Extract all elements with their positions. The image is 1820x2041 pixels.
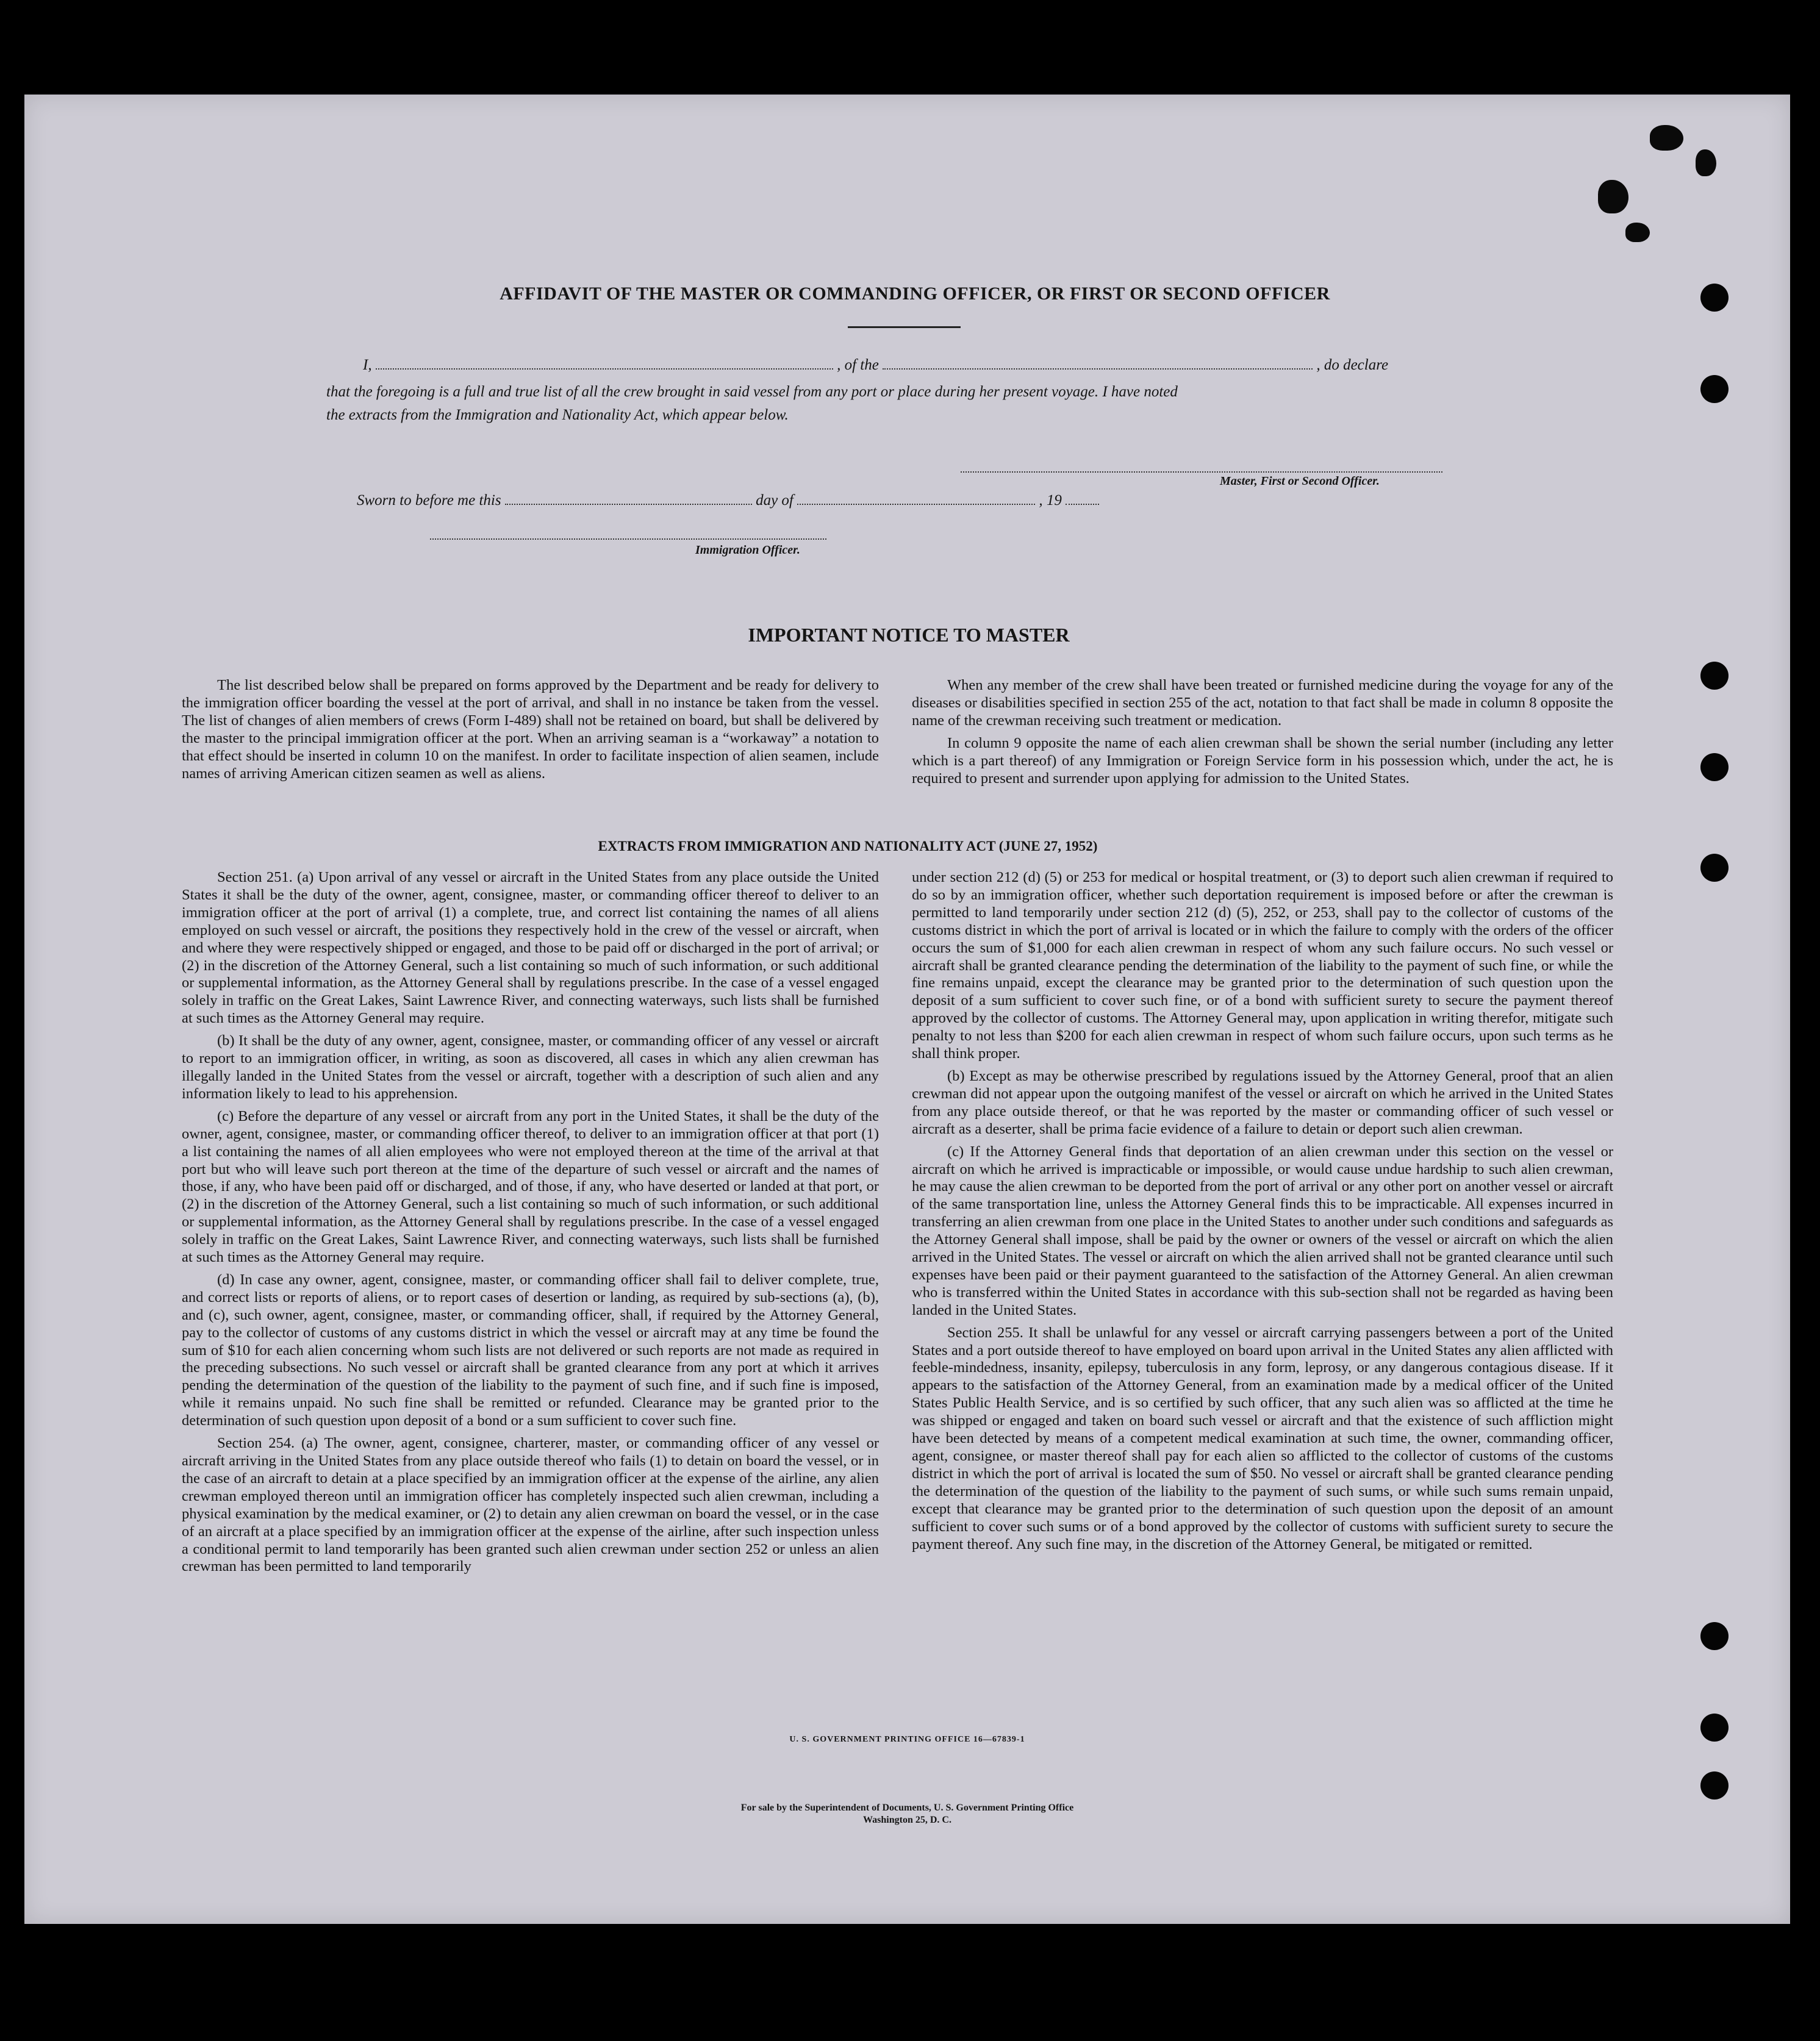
sworn-month-blank[interactable] [797, 493, 1035, 505]
section-paragraph: (d) In case any owner, agent, consignee, master, or commanding officer shall fail to deliver complete, true, and correct lists or reports of aliens, or to report cases of desertion or landing, as required by sub-sections (a), (b), and (c), such owner, agent, consignee, master, or commanding officer, shall, if required by the Attorney General, pay to the collector of customs of any customs district in which the vessel or aircraft may at any time be found the sum of $10 for each alien concerning whom such lists are not delivered or such reports are not made as required in the preceding subsections. No such vessel or aircraft shall be granted clearance from any port at which it arrives pending the determination of the question of the liability to the payment of such fine, and if such fine is imposed, while it remains unpaid. No such fine shall be remitted or refunded. Clearance may be granted prior to the determination of such question upon deposit of a bond or a sum sufficient to cover such fine. [182, 1271, 879, 1429]
binder-hole [1700, 753, 1729, 781]
declare-i: I, [363, 357, 372, 373]
binder-hole [1700, 854, 1729, 882]
binder-hole [1700, 1771, 1729, 1800]
binder-hole [1700, 1714, 1729, 1742]
notice-paragraph: In column 9 opposite the name of each alien crewman shall be shown the serial number (including any letter which is a part thereof) of any Immigration or Foreign Service form in his possession which, under the act, he is required to present and surrender upon applying for admission to the United States. [912, 734, 1613, 787]
notice-left-column [182, 677, 879, 787]
declare-of-the: , of the [837, 357, 879, 373]
vessel-blank[interactable] [883, 357, 1313, 370]
sworn-prefix: Sworn to before me this [357, 492, 501, 509]
sale-line-2: Washington 25, D. C. [863, 1815, 951, 1825]
printing-office-line: U. S. GOVERNMENT PRINTING OFFICE 16—67839-1 [789, 1735, 1025, 1744]
binder-hole [1700, 375, 1729, 403]
binder-hole [1700, 1622, 1729, 1650]
notice-paragraph: When any member of the crew shall have been treated or furnished medicine during the voyage for any of the diseases or disabilities specified in section 255 of the act, notation to that fact shall be made in column 8 opposite the name of the crewman receiving such treatment or medication. [912, 677, 1613, 729]
sworn-year-blank[interactable] [1066, 493, 1099, 505]
notice-paragraph: The list described below shall be prepared on forms approved by the Department and be ready for delivery to the immigration officer boarding the vessel at the port of arrival, and shall in no instance be taken from the vessel. The list of changes of alien members of crews (Form I-489) shall not be retained on board, but shall be delivered by the master to the principal immigration officer at the port. When an arriving seaman is a “workaway” a notation to that effect should be inserted in column 10 on the manifest. In order to facilitate inspection of alien seamen, include names of arriving American citizen seamen as well as aliens. [182, 677, 879, 782]
section-paragraph: under section 212 (d) (5) or 253 for medical or hospital treatment, or (3) to deport such alien crewman if required to do so by an immigration officer, whether such deportation requirement is imposed before or after the crewman is permitted to land temporarily under section 212 (d) (5), 252, or 253, shall pay to the collector of customs of the customs district in which the port of arrival is located or in which the failure to comply with the orders of the officer occurs the sum of $1,000 for each alien crewman in respect of whom any such failure occurs. No such vessel or aircraft shall be granted clearance pending the determination of the liability to the payment of such fine, or while the fine remains unpaid, except the clearance may be granted prior to the determination of such question upon the deposit of a sum sufficient to cover such fine, or of a bond with sufficient surety to secure the payment thereof approved by the collector of customs. The Attorney General may, upon application in writing therefor, mitigate such penalty to not less than $200 for each alien crewman in respect of whom such failure occurs, upon such terms as he shall think proper. [912, 869, 1613, 1062]
title-rule [848, 326, 961, 328]
ink-blot [1650, 125, 1683, 151]
affidavit-title: AFFIDAVIT OF THE MASTER OR COMMANDING OFFICER, OR FIRST OR SECOND OFFICER [500, 284, 1330, 304]
section-paragraph: Section 251. (a) Upon arrival of any vessel or aircraft in the United States from any place outside the United States it shall be the duty of the owner, agent, consignee, master, or commanding officer thereof to deliver to an immigration officer at the port of arrival (1) a complete, true, and correct list containing the names of all aliens employed on such vessel or aircraft, the positions they respectively hold in the crew of the vessel or aircraft, when and where they were respectively shipped or engaged, and those to be paid off or discharged in the port of arrival; or (2) in the discretion of the Attorney General, such a list containing so much of such information, or such additional or supplemental information, as the Attorney General shall by regulations prescribe. In the case of a vessel engaged solely in traffic on the Great Lakes, Saint Lawrence River, and connecting waterways, such lists shall be furnished at such times as the Attorney General may require. [182, 869, 879, 1027]
sworn-day-of: day of [756, 492, 794, 509]
ink-blot [1598, 180, 1628, 213]
sworn-day-blank[interactable] [505, 493, 752, 505]
officer-signature-label: Immigration Officer. [695, 543, 800, 557]
sworn-year: , 19 [1039, 492, 1062, 509]
name-blank[interactable] [376, 357, 833, 370]
declaration-line-1 [363, 357, 1388, 374]
notice-right-column [912, 677, 1613, 792]
master-signature-label: Master, First or Second Officer. [1220, 474, 1380, 488]
binder-hole [1700, 662, 1729, 690]
master-signature-line[interactable] [961, 460, 1442, 473]
section-paragraph: (b) Except as may be otherwise prescribed by regulations issued by the Attorney General, proof that an alien crewman did not appear upon the outgoing manifest of the vessel or aircraft on which he arrived in the United States from any place outside thereof, or that he was reported by the master or commanding officer of such vessel or aircraft as a deserter, shall be prima facie evidence of a failure to detain or deport such alien crewman. [912, 1067, 1613, 1137]
ink-blot [1696, 149, 1716, 176]
declare-end: , do declare [1316, 357, 1389, 373]
sworn-line [357, 492, 1099, 509]
form-page [24, 95, 1790, 1924]
officer-signature-line[interactable] [430, 527, 826, 540]
extracts-right-column [912, 869, 1613, 1558]
ink-blot [1625, 223, 1650, 242]
extracts-title: EXTRACTS FROM IMMIGRATION AND NATIONALITY ACT (JUNE 27, 1952) [598, 838, 1098, 854]
declaration-line-2: that the foregoing is a full and true list of all the crew brought in said vessel from any port or place during her present voyage. I have noted [326, 384, 1178, 400]
section-paragraph: (c) If the Attorney General finds that deportation of an alien crewman under this section on the vessel or aircraft on which he arrived is impracticable or impossible, or would cause undue hardship to such alien crewman, he may cause the alien crewman to be deported from the port of arrival or any other port on another vessel or aircraft of the same transportation line, unless the Attorney General finds this to be impracticable. All expenses incurred in transferring an alien crewman from one place in the United States to another under such conditions and safeguards as the Attorney General shall impose, shall be paid by the owner or owners of the vessel or aircraft on which the alien arrived in the United States. The vessel or aircraft on which the alien arrived shall not be granted clearance until such expenses have been paid or their payment guaranteed to the satisfaction of the Attorney General. An alien crewman who is transferred within the United States in accordance with this sub-section shall not be regarded as having been landed in the United States. [912, 1143, 1613, 1318]
sale-line-1: For sale by the Superintendent of Documents, U. S. Government Printing Office [740, 1803, 1074, 1813]
section-paragraph: Section 254. (a) The owner, agent, consignee, charterer, master, or commanding officer of any vessel or aircraft arriving in the United States from any place outside thereof who fails (1) to detain on board the vessel, or in the case of an aircraft to detain at a place specified by an immigration officer at the expense of the airline, any alien crewman employed thereon until an immigration officer has completely inspected such alien crewman, including a physical examination by the medical examiner, or (2) to detain any alien crewman on board the vessel, or in the case of an aircraft at a place specified by an immigration officer at the expense of the airline, after such inspection unless a conditional permit to land temporarily has been granted such alien crewman under section 252 or unless an alien crewman has been permitted to land temporarily [182, 1435, 879, 1575]
extracts-left-column [182, 869, 879, 1581]
notice-title: IMPORTANT NOTICE TO MASTER [748, 624, 1070, 646]
section-paragraph: (b) It shall be the duty of any owner, agent, consignee, master, or commanding officer of any vessel or aircraft to report to an immigration officer, in writing, as soon as discovered, all cases in which any alien crewman has illegally landed in the United States from the vessel or aircraft, together with a description of such alien and any information likely to lead to his apprehension. [182, 1032, 879, 1102]
section-paragraph: (c) Before the departure of any vessel or aircraft from any port in the United States, it shall be the duty of the owner, agent, consignee, master, or commanding officer thereof, to deliver to an immigration officer at that port (1) a list containing the names of all alien employees who were not employed thereon at the time of the arrival at that port but who will leave such port thereon at the time of the departure of such vessel or aircraft and the names of those, if any, who have been paid off or discharged, and of those, if any, who have deserted or landed at that port, or (2) in the discretion of the Attorney General, such a list containing so much of such information, or such additional or supplemental information, as the Attorney General shall by regulations prescribe. In the case of a vessel engaged solely in traffic on the Great Lakes, Saint Lawrence River, and connecting waterways, such lists shall be furnished at such times as the Attorney General may require. [182, 1107, 879, 1266]
binder-hole [1700, 284, 1729, 312]
section-paragraph: Section 255. It shall be unlawful for any vessel or aircraft carrying passengers between a port of the United States and a port outside thereof to have employed on board upon arrival in the United States any alien afflicted with feeble-mindedness, insanity, epilepsy, tuberculosis in any form, leprosy, or any dangerous contagious disease. If it appears to the satisfaction of the Attorney General, from an examination made by a medical officer of the United States Public Health Service, and is so certified by such officer, that any such alien was so afflicted at the time he was shipped or engaged and taken on board such vessel or aircraft and that the existence of such affliction might have been detected by means of a competent medical examination at such time, the owner, commanding officer, agent, consignee, or master thereof shall pay for each alien so afflicted to the collector of customs of the customs district in which the port of arrival is located the sum of $50. No vessel or aircraft shall be granted clearance pending the determination of the question of the liability to the payment of such sums, or while such sums remain unpaid, except that clearance may be granted prior to the determination of such question upon the deposit of an amount sufficient to cover such sums or of a bond approved by the collector of customs with sufficient surety to secure the payment thereof. Any such fine may, in the discretion of the Attorney General, be mitigated or remitted. [912, 1324, 1613, 1553]
declaration-line-3: the extracts from the Immigration and Nationality Act, which appear below. [326, 407, 789, 423]
